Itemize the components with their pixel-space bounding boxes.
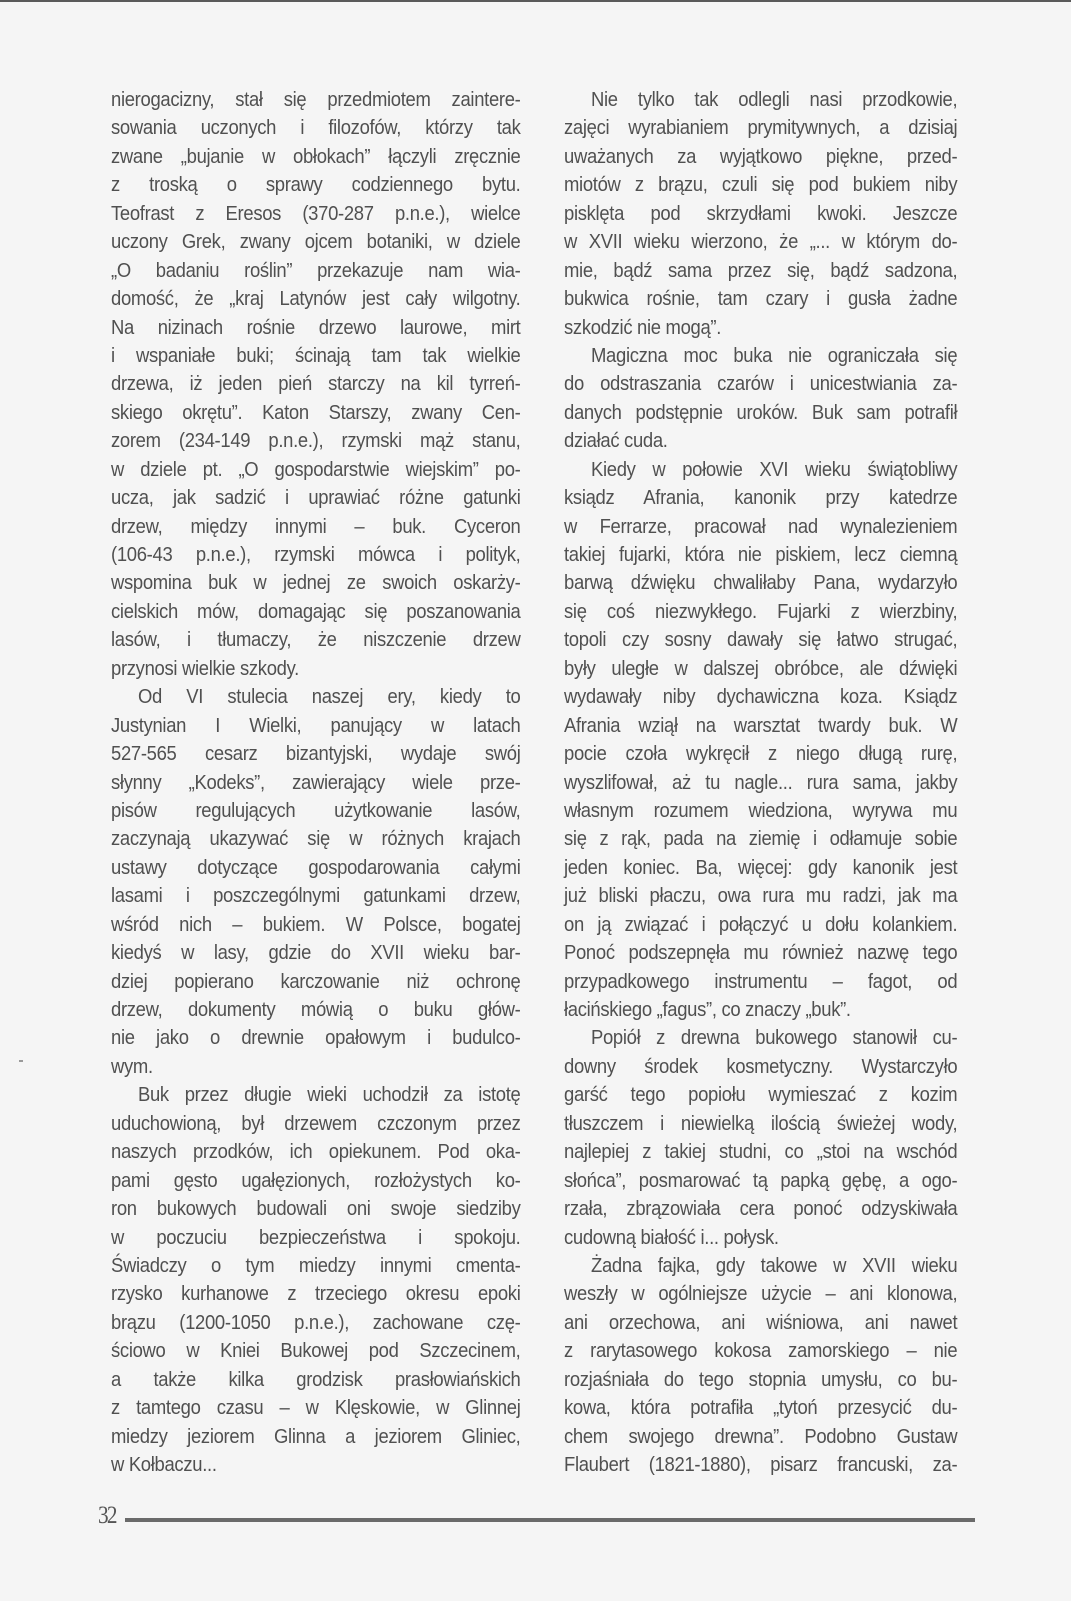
text-line: drzew, między innymi – buk. Cyceron: [111, 514, 521, 538]
text-line: ron bukowych budowali oni swoje siedziby: [111, 1197, 521, 1221]
text-line: „O badaniu roślin” przekazuje nam wia-: [111, 258, 521, 282]
text-column-left: [111, 86, 521, 1479]
text-line: uważanych za wyjątkowo piękne, przed-: [564, 144, 958, 168]
text-line: cielskich mów, domagając się poszanowania: [111, 599, 521, 623]
text-line: własnym rozumem wiedziona, wyrywa mu: [564, 798, 958, 822]
text-line: pisklęta pod skrzydłami kwoki. Jeszcze: [564, 201, 958, 225]
text-line: Ponoć podszepnęła mu również nazwę tego: [564, 941, 958, 965]
text-line: lasami i poszczególnymi gatunkami drzew,: [111, 884, 521, 908]
text-line: w XVII wieku wierzono, że „... w którym do-: [564, 230, 958, 254]
text-line: wyszlifował, aż tu nagle... rura sama, jakby: [564, 770, 958, 794]
text-line: sowania uczonych i filozofów, którzy tak: [111, 116, 521, 140]
scan-speck: [19, 1060, 23, 1062]
text-line: uczony Grek, zwany ojcem botaniki, w dziele: [111, 230, 521, 254]
paragraph-start-line: Żadna fajka, gdy takowe w XVII wieku: [591, 1253, 958, 1277]
text-line: Teofrast z Eresos (370-287 p.n.e.), wielce: [111, 201, 521, 225]
text-line: on ją związać i połączyć u dołu kolankiem.: [564, 912, 958, 936]
text-line: przynosi wielkie szkody.: [111, 656, 299, 680]
text-line: mie, bądź sama przez się, bądź sadzona,: [564, 258, 958, 282]
text-line: były uległe w dalszej obróbce, ale dźwięki: [564, 656, 958, 680]
text-line: tłuszczem i niewielką ilością świeżej wody,: [564, 1111, 958, 1135]
text-line: do odstraszania czarów i unicestwiania za-: [564, 372, 958, 396]
paragraph-start-line: Od VI stulecia naszej ery, kiedy to: [138, 685, 521, 709]
text-line: ściowo w Kniei Bukowej pod Szczecinem,: [111, 1339, 521, 1363]
text-line: rozjaśniała do tego stopnia umysłu, co bu-: [564, 1367, 958, 1391]
text-line: domość, że „kraj Latynów jest cały wilgotny.: [111, 287, 521, 311]
text-line: Flaubert (1821-1880), pisarz francuski, za-: [564, 1453, 958, 1476]
text-line: miotów z brązu, czuli się pod bukiem niby: [564, 173, 958, 197]
text-line: łacińskiego „fagus”, co znaczy „buk”.: [564, 998, 851, 1021]
text-line: w Kołbaczu...: [111, 1453, 217, 1476]
text-line: przypadkowego instrumentu – fagot, od: [564, 969, 958, 993]
text-line: kiedyś w lasy, gdzie do XVII wieku bar-: [111, 941, 521, 965]
text-line: chem swojego drewna”. Podobno Gustaw: [564, 1424, 958, 1448]
text-line: w poczuciu bezpieczeństwa i spokoju.: [111, 1225, 521, 1249]
text-line: nie jako o drewnie opałowym i budulco-: [111, 1026, 521, 1050]
text-line: zaczynają ukazywać się w różnych krajach: [111, 827, 521, 851]
text-line: topoli czy sosny dawały się łatwo strugać,: [564, 628, 958, 652]
paragraph-start-line: Nie tylko tak odlegli nasi przodkowie,: [591, 88, 958, 111]
text-line: Justynian I Wielki, panujący w latach: [111, 713, 521, 737]
text-line: drzew, dokumenty mówią o buku głów-: [111, 998, 521, 1021]
text-line: kowa, która potrafiła „tytoń przesycić du-: [564, 1396, 958, 1420]
text-line: (106-43 p.n.e.), rzymski mówca i polityk,: [111, 543, 521, 566]
text-line: pisów regulujących użytkowanie lasów,: [111, 798, 521, 822]
text-line: Na nizinach rośnie drzewo laurowe, mirt: [111, 315, 521, 339]
text-line: słynny „Kodeks”, zawierający wiele prze-: [111, 770, 521, 794]
text-line: się coś niezwykłego. Fujarki z wierzbiny,: [564, 599, 958, 623]
text-line: skiego okrętu”. Katon Starszy, zwany Cen-: [111, 400, 521, 424]
text-line: wydawały niby dychawiczna koza. Ksiądz: [564, 685, 958, 709]
text-line: nierogacizny, stał się przedmiotem zaintere-: [111, 88, 521, 111]
text-line: naszych przodków, ich opiekunem. Pod oka-: [111, 1140, 521, 1164]
text-line: 527-565 cesarz bizantyjski, wydaje swój: [111, 742, 521, 766]
text-line: wśród nich – bukiem. W Polsce, bogatej: [111, 912, 521, 936]
text-line: z rarytasowego kokosa zamorskiego – nie: [564, 1339, 958, 1363]
text-line: i wspaniałe buki; ścinają tam tak wielkie: [111, 343, 521, 367]
text-line: ksiądz Afrania, kanonik przy katedrze: [564, 486, 958, 510]
paragraph-start-line: Magiczna moc buka nie ograniczała się: [591, 343, 958, 367]
paragraph-start-line: Buk przez długie wieki uchodził za istotę: [138, 1083, 521, 1107]
text-line: ucza, jak sadzić i uprawiać różne gatunki: [111, 486, 521, 510]
text-line: działać cuda.: [564, 429, 668, 453]
text-line: lasów, i tłumaczy, że niszczenie drzew: [111, 628, 521, 652]
text-line: barwą dźwięku chwaliłaby Pana, wydarzyło: [564, 571, 958, 595]
text-line: Świadczy o tym miedzy innymi cmenta-: [111, 1253, 521, 1277]
text-line: w dziele pt. „O gospodarstwie wiejskim” po-: [111, 457, 521, 481]
text-line: rzała, zbrązowiała cera ponoć odzyskiwała: [564, 1197, 958, 1221]
text-line: brązu (1200-1050 p.n.e.), zachowane czę-: [111, 1310, 521, 1334]
page-number: 32: [98, 1502, 116, 1529]
text-line: downy środek kosmetyczny. Wystarczyło: [564, 1054, 958, 1078]
paragraph-start-line: Popiół z drewna bukowego stanowił cu-: [591, 1026, 958, 1050]
text-line: się z rąk, pada na ziemię i odłamuje sobie: [564, 827, 958, 851]
text-line: wspomina buk w jednej ze swoich oskarży-: [111, 571, 521, 595]
text-line: już bliski płaczu, owa rura mu radzi, jak ma: [564, 884, 958, 908]
text-line: pami gęsto ugałęzionych, rozłożystych ko-: [111, 1168, 521, 1192]
text-line: w Ferrarze, pracował nad wynalezieniem: [564, 514, 958, 538]
text-column-right: [564, 86, 957, 1479]
text-line: Afrania wziął na warsztat twardy buk. W: [564, 713, 958, 737]
text-line: szkodzić nie mogą”.: [564, 315, 722, 339]
text-line: wym.: [111, 1054, 153, 1078]
text-line: rzysko kurhanowe z trzeciego okresu epoki: [111, 1282, 521, 1306]
text-line: drzewa, iż jeden pień starczy na kil tyrreń-: [111, 372, 521, 396]
text-line: ustawy dotyczące gospodarowania całymi: [111, 855, 521, 879]
text-line: zorem (234-149 p.n.e.), rzymski mąż stanu,: [111, 429, 521, 453]
text-line: zajęci wyrabianiem prymitywnych, a dzisiaj: [564, 116, 958, 140]
text-line: jeden koniec. Ba, więcej: gdy kanonik jest: [564, 855, 958, 879]
text-line: z troską o sprawy codziennego bytu.: [111, 173, 521, 197]
text-line: pocie czoła wykręcił z niego długą rurę,: [564, 742, 958, 766]
text-line: dziej popierano karczowanie niż ochronę: [111, 969, 521, 993]
text-line: z tamtego czasu – w Klęskowie, w Glinnej: [111, 1396, 521, 1420]
text-line: a także kilka grodzisk prasłowiańskich: [111, 1367, 521, 1391]
paragraph-start-line: Kiedy w połowie XVI wieku świątobliwy: [591, 457, 958, 481]
text-line: garść tego popiołu wymieszać z kozim: [564, 1083, 958, 1107]
text-line: danych podstępnie uroków. Buk sam potrafił: [564, 400, 958, 424]
text-line: najlepiej z takiej studni, co „stoi na wschód: [564, 1140, 958, 1164]
footer-rule: [125, 1518, 975, 1522]
text-line: uduchowioną, był drzewem czczonym przez: [111, 1111, 521, 1135]
text-line: takiej fujarki, która nie piskiem, lecz ciemną: [564, 543, 958, 566]
text-line: weszły w ogólniejsze użycie – ani klonowa,: [564, 1282, 958, 1306]
text-line: zwane „bujanie w obłokach” łączyli zręcznie: [111, 144, 521, 168]
text-line: słońca”, posmarować tą papką gębę, a ogo-: [564, 1168, 958, 1192]
text-line: ani orzechowa, ani wiśniowa, ani nawet: [564, 1310, 958, 1334]
text-line: cudowną białość i... połysk.: [564, 1225, 779, 1249]
scan-top-edge: [0, 0, 1071, 2]
text-line: miedzy jeziorem Glinna a jeziorem Gliniec,: [111, 1424, 521, 1448]
text-line: bukwica rośnie, tam czary i gusła żadne: [564, 287, 958, 311]
